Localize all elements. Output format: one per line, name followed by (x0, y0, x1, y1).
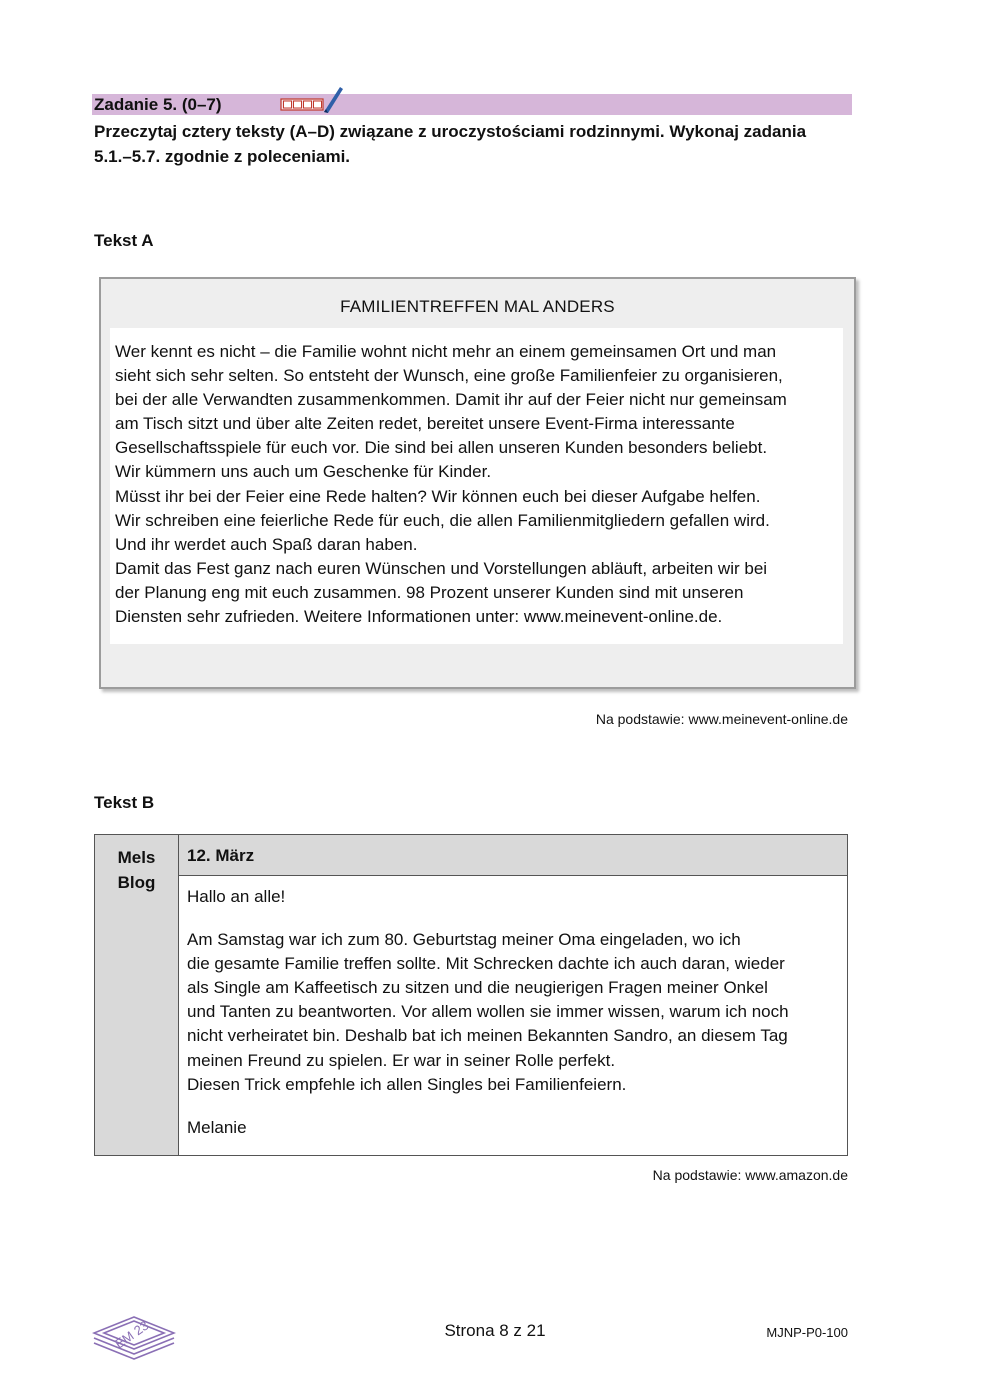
text-a-line: der Planung eng mit euch zusammen. 98 Prozent unserer Kunden sind mit unseren (115, 582, 744, 602)
text-a-line: Müsst ihr bei der Feier eine Rede halten? Wir können euch bei dieser Aufgabe helfen. (115, 486, 761, 506)
text-a-source: Na podstawie: www.meinevent-online.de (595, 711, 848, 727)
blog-signature: Melanie (187, 1117, 247, 1137)
score-boxes-pencil-icon (280, 84, 346, 114)
text-a-line: Und ihr werdet auch Spaß daran haben. (115, 534, 418, 554)
blog-line: meinen Freund zu spielen. Er war in seiner Rolle perfekt. (187, 1050, 616, 1070)
text-b-label: Tekst B (94, 793, 155, 812)
text-a-box (99, 277, 856, 689)
blog-post-date: 12. März (187, 846, 255, 865)
text-a-line: Gesellschaftsspiele für euch vor. Die sind bei allen unseren Kunden besonders beliebt. (115, 438, 768, 458)
task-title: Zadanie 5. (0–7) (94, 95, 222, 114)
text-a-content-panel (110, 328, 843, 644)
blog-name-line: Blog (117, 873, 156, 892)
svg-text:EM 23: EM 23 (112, 1317, 152, 1352)
blog-line: und Tanten zu beantworten. Vor allem wollen sie immer wissen, warum ich noch (187, 1002, 789, 1022)
text-a-line: am Tisch sitzt und über alte Zeiten redet, bereitet unsere Event-Firma interessante (115, 414, 735, 434)
text-a-line: Wir schreiben eine feierliche Rede für euch, die allen Familienmitgliedern gefallen wird. (115, 510, 770, 530)
text-a-line: Diensten sehr zufrieden. Weitere Informationen unter: www.meinevent-online.de. (115, 607, 723, 627)
blog-sidebar (95, 835, 179, 1155)
text-a-title: FAMILIENTREFFEN MAL ANDERS (340, 297, 615, 316)
text-a-line: bei der alle Verwandten zusammenkommen. Damit ihr auf der Feier nicht nur gemeinsam (115, 390, 787, 410)
blog-line: als Single am Kaffeetisch zu sitzen und die neugierigen Fragen meiner Onkel (187, 978, 768, 998)
blog-line: Am Samstag war ich zum 80. Geburtstag meiner Oma eingeladen, wo ich (187, 930, 741, 950)
text-a-label: Tekst A (94, 231, 154, 250)
blog-line: die gesamte Familie treffen sollte. Mit Schrecken dachte ich auch daran, wieder (187, 954, 785, 974)
text-a-line: sieht sich sehr selten. So entsteht der Wunsch, eine große Familienfeier zu organisieren, (115, 366, 783, 386)
text-b-source: Na podstawie: www.amazon.de (652, 1167, 848, 1183)
blog-line: nicht verheiratet bin. Deshalb bat ich meinen Bekannten Sandro, an diesem Tag (187, 1026, 788, 1046)
blog-post-header (179, 835, 847, 876)
page-number: Strona 8 z 21 (444, 1321, 546, 1340)
text-a-line: Wir kümmern uns auch um Geschenke für Kinder. (115, 462, 492, 482)
blog-greeting: Hallo an alle! (187, 887, 286, 906)
task-instruction: Przeczytaj cztery teksty (A–D) związane z uroczystościami rodzinnymi. Wykonaj zadania 5.1.–5.7. zgodnie z poleceniami. (94, 122, 807, 166)
text-a-line: Damit das Fest ganz nach euren Wünschen und Vorstellungen abläuft, arbeiten wir bei (115, 558, 768, 578)
blog-name-line: Mels (117, 848, 156, 867)
blog-name (95, 845, 178, 895)
text-b-blog-table (94, 834, 848, 1156)
document-code: MJNP-P0-100 (766, 1325, 848, 1340)
text-a-line: Wer kennt es nicht – die Familie wohnt nicht mehr an einem gemeinsamen Ort und man (115, 342, 777, 361)
blog-post-body (187, 885, 842, 1140)
text-a-body (115, 340, 845, 629)
blog-line: Diesen Trick empfehle ich allen Singles bei Familienfeiern. (187, 1074, 627, 1094)
